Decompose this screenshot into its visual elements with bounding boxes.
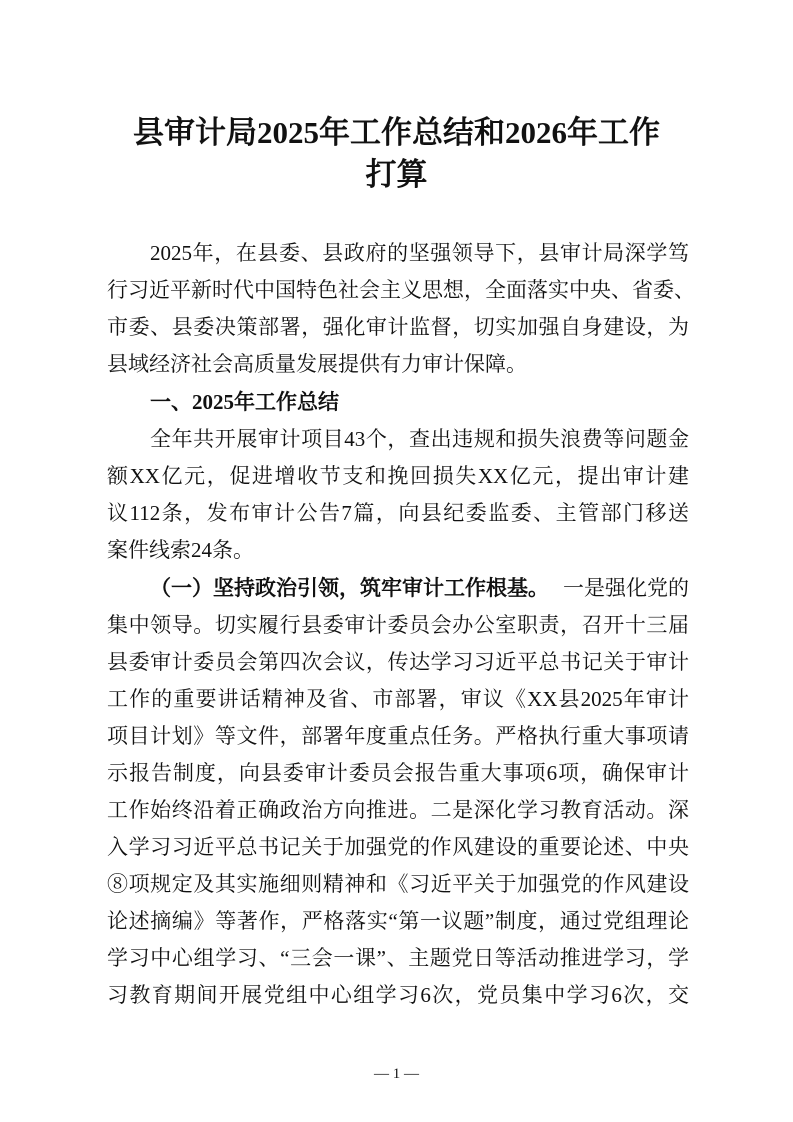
text-line: 入学习习近平总书记关于加强党的作风建设的重要论述、中央: [107, 835, 689, 859]
text-line: 示报告制度，向县委审计委员会报告重大事项6项，确保审计: [107, 761, 689, 785]
subsection-heading: （一）坚持政治引领，筑牢审计工作根基。: [150, 576, 549, 600]
text-line: 学习中心组学习、“三会一课”、主题党日等活动推进学习，学: [107, 946, 689, 970]
title-line-2: 打算: [365, 157, 428, 192]
text-run: 一是强化党的: [563, 576, 689, 600]
title-line-1: 县审计局2025年工作总结和2026年工作: [133, 115, 660, 150]
text-line: 额XX亿元，促进增收节支和挽回损失XX亿元，提出审计建: [107, 464, 689, 488]
text-line: 县委审计委员会第四次会议，传达学习习近平总书记关于审计: [107, 650, 689, 674]
text-line: 集中领导。切实履行县委审计委员会办公室职责，召开十三届: [107, 613, 689, 637]
text-line: 论述摘编》等著作，严格落实“第一议题”制度，通过党组理论: [107, 909, 689, 933]
text-line: 工作始终沿着正确政治方向推进。二是深化学习教育活动。深: [107, 798, 689, 822]
page-number: — 1 —: [374, 1066, 419, 1082]
text-line: [150, 575, 689, 601]
text-line: 项目计划》等文件，部署年度重点任务。严格执行重大事项请: [107, 724, 689, 748]
text-line: ⑧项规定及其实施细则精神和《习近平关于加强党的作风建设: [107, 872, 689, 896]
text-line: 案件线索24条。: [107, 538, 254, 562]
text-line: 行习近平新时代中国特色社会主义思想，全面落实中央、省委、: [107, 278, 695, 302]
text-line: 工作的重要讲话精神及省、市部署，审议《XX县2025年审计: [107, 687, 689, 711]
text-line: 习教育期间开展党组中心组学习6次，党员集中学习6次，交: [107, 983, 689, 1007]
section-heading: 一、2025年工作总结: [150, 390, 339, 414]
text-line: 议112条，发布审计公告7篇，向县纪委监委、主管部门移送: [107, 501, 689, 525]
text-line: 市委、县委决策部署，强化审计监督，切实加强自身建设，为: [107, 315, 689, 339]
text-line: 县域经济社会高质量发展提供有力审计保障。: [107, 352, 527, 376]
text-line: 全年共开展审计项目43个，查出违规和损失浪费等问题金: [150, 427, 689, 451]
text-line: 2025年，在县委、县政府的坚强领导下，县审计局深学笃: [150, 241, 689, 265]
